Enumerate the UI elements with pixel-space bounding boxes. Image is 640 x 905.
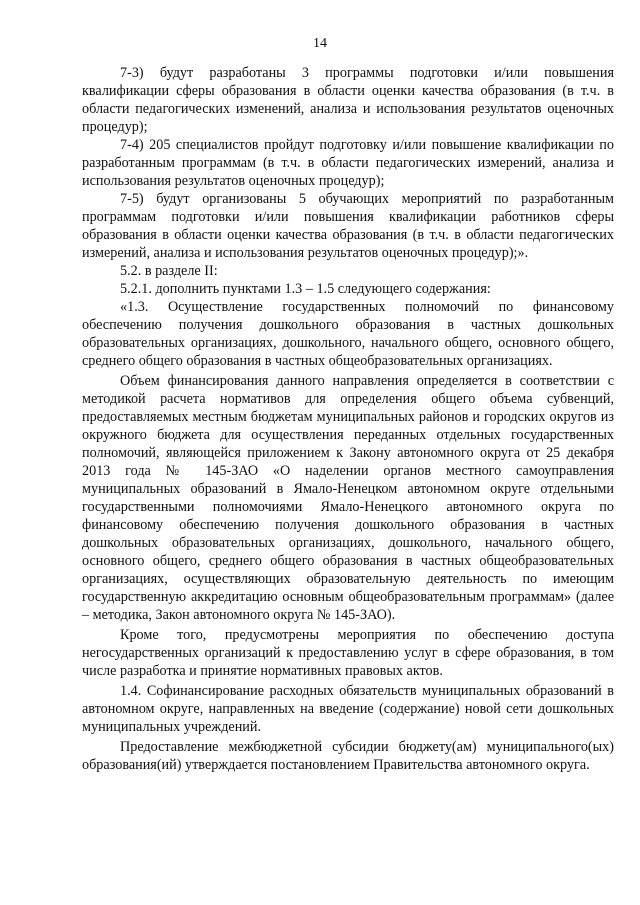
page-number: 14 [313, 36, 327, 51]
paragraph-additional-measures: Кроме того, предусмотрены мероприятия по обеспечению доступа негосударственных организаций к предоставлению услуг в сфере образования, в том числе разработка и принятие нормативных правовых актов. [82, 627, 614, 679]
paragraph-point-1-3: «1.3. Осуществление государственных полномочий по финансовому обеспечению получения дошкольного образования в частных дошкольных образовательных организациях, дошкольного, начального общего, основного общего, среднего общего образования в частных общеобразовательных организациях. [82, 299, 614, 369]
paragraph-section-5-2: 5.2. в разделе II: [120, 263, 218, 279]
paragraph-point-1-4: 1.4. Софинансирование расходных обязательств муниципальных образований в автономном округе, направленных на введение (содержание) новой сети дошкольных муниципальных учреждений. [82, 683, 614, 735]
paragraph-item-7-3: 7-3) будут разработаны 3 программы подготовки и/или повышения квалификации сферы образования в области оценки качества образования (в т.ч. в области педагогических изменений, анализа и использования результатов оценочных процедур); [82, 65, 614, 135]
paragraph-item-7-5: 7-5) будут организованы 5 обучающих мероприятий по разработанным программам подготовки и/или повышения квалификации работников сферы образования в области оценки качества образования (в т.ч. в области педагогических измерений, анализа и использования результатов оценочных процедур);». [82, 191, 614, 261]
paragraph-section-5-2-1: 5.2.1. дополнить пунктами 1.3 – 1.5 следующего содержания: [120, 281, 491, 297]
document-body [82, 64, 614, 774]
paragraph-item-7-4: 7-4) 205 специалистов пройдут подготовку и/или повышение квалификации по разработанным программам (в т.ч. в области педагогических измерений, анализа и использования результатов оценочных процедур); [82, 137, 614, 189]
paragraph-financing-volume: Объем финансирования данного направления определяется в соответствии с методикой расчета нормативов для определения общего объема субвенций, предоставляемых местным бюджетам муниципальных районов и городских округов из окружного бюджета для осуществления переданных отдельных государственных полномочий, являющейся приложением к Закону автономного округа от 25 декабря 2013 года № 145-ЗАО «О наделении органов местного самоуправления муниципальных образований в Ямало-Ненецком автономном округе отдельными государственными полномочиями Ямало-Ненецкого автономного округа по финансовому обеспечению получения дошкольного образования в частных дошкольных образовательных организациях, дошкольного, начального общего, основного общего, среднего общего образования в частных общеобразовательных организациях, осуществляющих образовательную деятельность по имеющим государственную аккредитацию основным общеобразовательным программам» (далее – методика, Закон автономного округа № 145-ЗАО). [82, 373, 614, 623]
paragraph-subsidy-approval: Предоставление межбюджетной субсидии бюджету(ам) муниципального(ых) образования(ий) утверждается постановлением Правительства автономного округа. [82, 739, 614, 773]
